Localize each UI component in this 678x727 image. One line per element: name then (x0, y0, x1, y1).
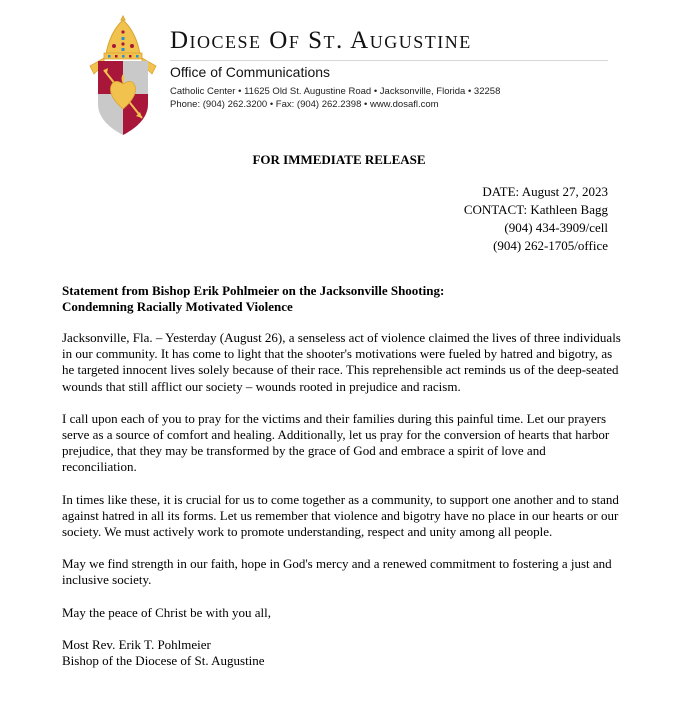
signatory-title: Bishop of the Diocese of St. Augustine (62, 653, 265, 669)
release-label: FOR IMMEDIATE RELEASE (252, 152, 426, 167)
release-date: DATE: August 27, 2023 (482, 184, 608, 199)
office-name: Office of Communications (170, 64, 331, 80)
address-line: Catholic Center • 11625 Old St. Augustine Road • Jacksonville, Florida • 32258 (170, 86, 501, 97)
statement-body (62, 330, 622, 669)
contact-office: (904) 262-1705/office (493, 238, 608, 253)
signatory-name: Most Rev. Erik T. Pohlmeier (62, 636, 211, 652)
paragraph: In times like these, it is crucial for us to come together as a community, to support one another and to stand against hatred in all its forms. Let us remember that violence and bigotry have no place in our hearts or our society. We must actively work to promote understanding, respect and unity among all people. (62, 491, 619, 540)
paragraph: May we find strength in our faith, hope in God's mercy and a renewed commitment to fostering a just and inclusive society. (62, 556, 612, 588)
phone-fax-web-line: Phone: (904) 262.3200 • Fax: (904) 262.2398 • www.dosafl.com (170, 99, 439, 110)
organization-name: Diocese Of St. Augustine (170, 27, 472, 54)
letterhead-contact-info (170, 85, 500, 111)
paragraph: I call upon each of you to pray for the victims and their families during this painful time. Let our prayers serve as a source of comfort and healing. Additionally, let us pray for the conversion of hearts that harbor prejudice, that they may be transformed by the grace of God and embrace a spirit of love and reconciliation. (62, 410, 610, 475)
contact-block (464, 183, 608, 255)
closing-line: May the peace of Christ be with you all, (62, 604, 272, 620)
headline-line-2: Condemning Racially Motivated Violence (62, 299, 293, 314)
diocese-crest-logo (78, 14, 168, 138)
paragraph: Jacksonville, Fla. – Yesterday (August 26), a senseless act of violence claimed the lives of three individuals in our community. It has come to light that the shooter's motivations were fueled by hatred and bigotry, as he targeted innocent lives solely because of their race. This reprehensible act reminds us of the deep-seated wounds that still afflict our society – wounds rooted in prejudice and racism. (62, 330, 621, 394)
contact-name: CONTACT: Kathleen Bagg (463, 202, 608, 217)
signature-block (62, 637, 622, 669)
contact-cell: (904) 434-3909/cell (504, 220, 608, 235)
headline (62, 283, 622, 315)
letterhead-divider (170, 60, 608, 61)
headline-line-1: Statement from Bishop Erik Pohlmeier on the Jacksonville Shooting: (62, 283, 445, 298)
